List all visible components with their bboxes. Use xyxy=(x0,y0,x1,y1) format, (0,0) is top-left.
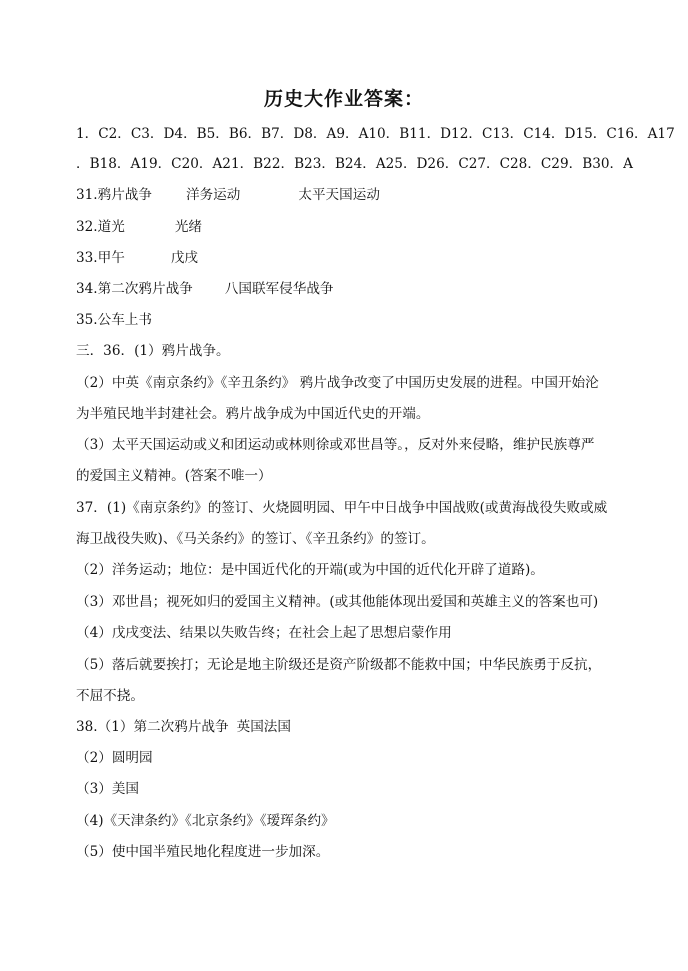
q37-part3: （3）邓世昌；视死如归的爱国主义精神。(或其他能体现出爱国和英雄主义的答案也可) xyxy=(76,594,599,610)
q37-part1-line2: 海卫战役失败)、《马关条约》的签订、《辛丑条约》的签订。 xyxy=(76,531,435,547)
mc-answers-line-2: ．B18．A19．C20．A21．B22．B23．B24．A25．D26．C27．C28．C29．B30．A xyxy=(76,156,633,172)
q37-part2: （2）洋务运动；地位：是中国近代化的开端(或为中国的近代化开辟了道路)。 xyxy=(76,562,544,578)
q34-answer-a: 第二次鸦片战争 xyxy=(97,281,193,297)
q38-part1-b: 英国法国 xyxy=(236,719,291,735)
mc-answers-line-1: 1．C2．C3．D4．B5．B6．B7．D8．A9．A10．B11．D12．C13．C14．D15．C16．A17 xyxy=(76,126,675,142)
q34-answer-b: 八国联军侵华战争 xyxy=(224,281,334,297)
q38-part5: （5）使中国半殖民地化程度进一步加深。 xyxy=(76,844,330,860)
q36-part3-line2: 的爱国主义精神。(答案不唯一） xyxy=(76,468,272,484)
document-title: 历史大作业答案： xyxy=(263,88,424,110)
answer-35 xyxy=(76,310,628,330)
q36-part3-line1: （3）太平天国运动或义和团运动或林则徐或邓世昌等。，反对外来侵略，维护民族尊严 xyxy=(76,437,595,453)
q37-part4: （4）戊戌变法、结果以失败告终；在社会上起了思想启蒙作用 xyxy=(76,625,452,641)
answer-32 xyxy=(76,217,628,237)
q36-part2-line1: （2）中英《南京条约》《辛丑条约》 鸦片战争改变了中国历史发展的进程。中国开始沦 xyxy=(76,375,599,391)
q35-number: 35. xyxy=(76,312,98,328)
section-3-heading: 三．36．(1）鸦片战争。 xyxy=(76,343,230,359)
q32-answer-b: 光绪 xyxy=(174,219,202,235)
q37-part5-line1: （5）落后就要挨打；无论是地主阶级还是资产阶级都不能救中国；中华民族勇于反抗， xyxy=(76,657,602,673)
q33-answer-a: 甲午 xyxy=(97,250,125,266)
q38-part1 xyxy=(76,717,628,737)
answer-34 xyxy=(76,279,628,299)
answer-33 xyxy=(76,248,628,268)
q38-part3: （3）美国 xyxy=(76,781,140,797)
q31-answer-c: 太平天国运动 xyxy=(298,187,380,203)
q33-answer-b: 戊戌 xyxy=(170,250,198,266)
q32-number: 32. xyxy=(76,219,98,235)
q31-number: 31. xyxy=(76,187,98,203)
q38-part2: （2）圆明园 xyxy=(76,750,153,766)
answer-31 xyxy=(76,185,628,205)
q33-number: 33. xyxy=(76,250,98,266)
q37-part5-line2: 不屈不挠。 xyxy=(76,688,144,704)
q37-part1-line1: 37．(1)《南京条约》的签订、火烧圆明园、甲午中日战争中国战败(或黄海战役失败或威 xyxy=(76,500,608,516)
q31-answer-a: 鸦片战争 xyxy=(97,187,152,203)
q36-part2-line2: 为半殖民地半封建社会。鸦片战争成为中国近代史的开端。 xyxy=(76,406,430,422)
q38-part4: （4)《天津条约》《北京条约》《瑷珲条约》 xyxy=(76,813,335,829)
q32-answer-a: 道光 xyxy=(97,219,125,235)
q31-answer-b: 洋务运动 xyxy=(186,187,241,203)
q38-part1-a: 38.（1）第二次鸦片战争 xyxy=(76,719,229,735)
q35-answer-a: 公车上书 xyxy=(97,312,152,328)
q34-number: 34. xyxy=(76,281,98,297)
